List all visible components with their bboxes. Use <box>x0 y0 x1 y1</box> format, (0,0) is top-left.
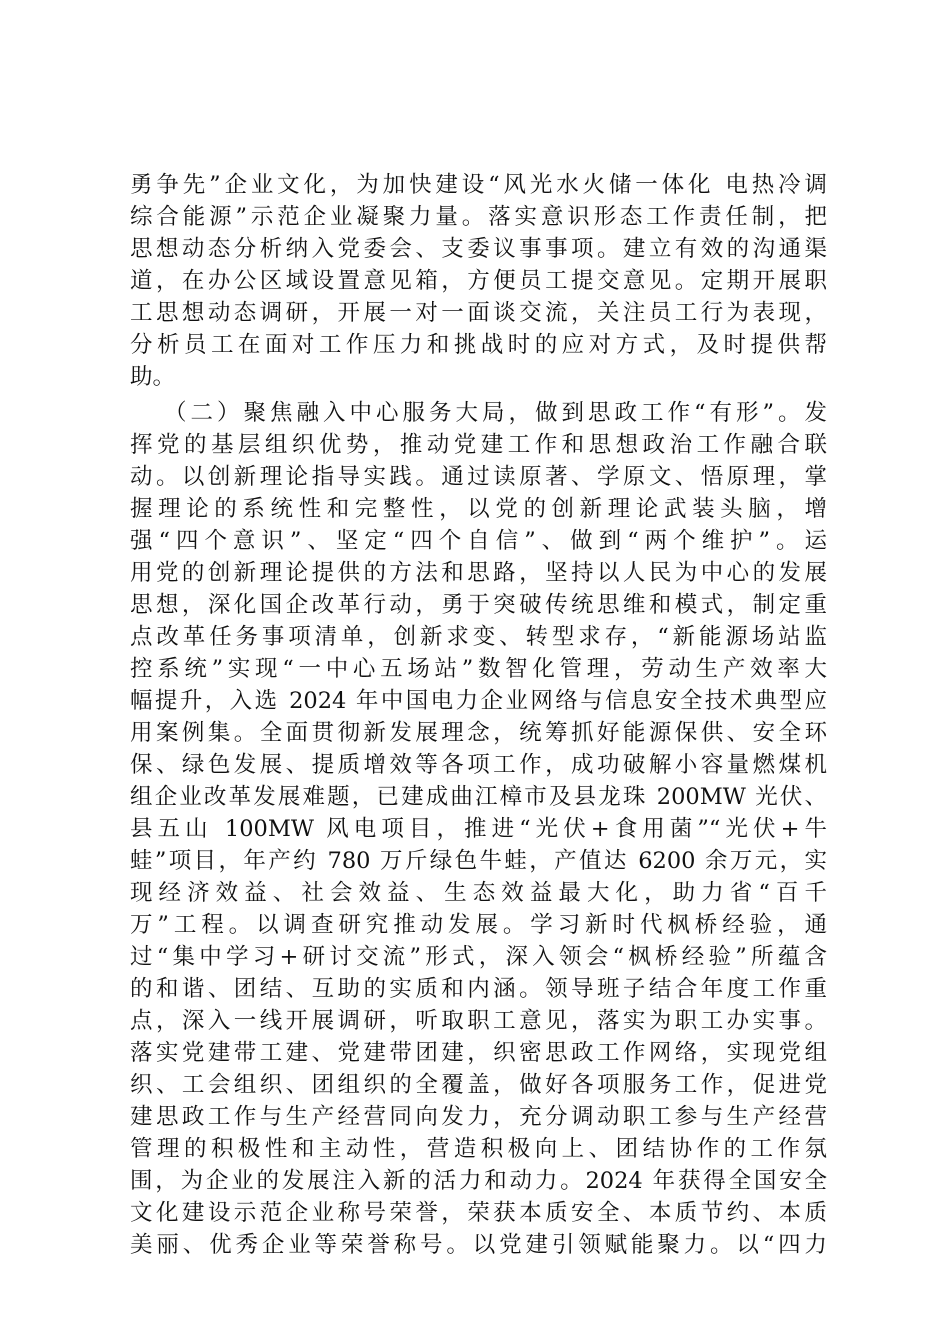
paragraph-line: 管理的积极性和主动性，营造积极向上、团结协作的工作氛 <box>130 1136 827 1162</box>
paragraph-heading-line: （二）聚焦融入中心服务大局，做到思政工作“有形”。发 <box>164 400 827 426</box>
paragraph-line: 保、绿色发展、提质增效等各项工作，成功破解小容量燃煤机 <box>130 752 827 778</box>
paragraph-line: 围，为企业的发展注入新的活力和动力。2024 年获得全国安全 <box>130 1168 827 1194</box>
paragraph-line: 点改革任务事项清单，创新求变、转型求存，“新能源场站监 <box>130 624 827 650</box>
paragraph-line: 综合能源”示范企业凝聚力量。落实意识形态工作责任制，把 <box>130 204 827 230</box>
paragraph-line: 过“集中学习+研讨交流”形式，深入领会“枫桥经验”所蕴含 <box>130 944 827 970</box>
paragraph-line: 助。 <box>130 364 176 390</box>
paragraph-line: 织、工会组织、团组织的全覆盖，做好各项服务工作，促进党 <box>130 1072 827 1098</box>
paragraph-line: 工思想动态调研，开展一对一面谈交流，关注员工行为表现， <box>130 300 827 326</box>
paragraph-line: 文化建设示范企业称号荣誉，荣获本质安全、本质节约、本质 <box>130 1200 827 1226</box>
paragraph-line: 道，在办公区域设置意见箱，方便员工提交意见。定期开展职 <box>130 268 827 294</box>
paragraph-line: 用党的创新理论提供的方法和思路，坚持以人民为中心的发展 <box>130 560 827 586</box>
paragraph-line: 思想，深化国企改革行动，勇于突破传统思维和模式，制定重 <box>130 592 827 618</box>
paragraph-line: 握理论的系统性和完整性，以党的创新理论武装头脑，增 <box>130 496 827 522</box>
paragraph-line: 思想动态分析纳入党委会、支委议事事项。建立有效的沟通渠 <box>130 236 827 262</box>
paragraph-2 <box>130 397 827 1261</box>
paragraph-line: 点，深入一线开展调研，听取职工意见，落实为职工办实事。 <box>130 1008 827 1034</box>
paragraph-line: 强“四个意识”、坚定“四个自信”、做到“两个维护”。运 <box>130 528 827 554</box>
paragraph-line: 蛙”项目，年产约 780 万斤绿色牛蛙，产值达 6200 余万元，实 <box>130 848 827 874</box>
paragraph-line: 万”工程。以调查研究推动发展。学习新时代枫桥经验，通 <box>130 912 827 938</box>
paragraph-line: 勇争先”企业文化，为加快建设“风光水火储一体化 电热冷调 <box>130 172 827 198</box>
paragraph-line: 幅提升，入选 2024 年中国电力企业网络与信息安全技术典型应 <box>130 688 827 714</box>
paragraph-line: 组企业改革发展难题，已建成曲江樟市及县龙珠 200MW 光伏、 <box>130 784 827 810</box>
paragraph-line: 分析员工在面对工作压力和挑战时的应对方式，及时提供帮 <box>130 332 827 358</box>
paragraph-1 <box>130 169 827 393</box>
paragraph-line: 挥党的基层组织优势，推动党建工作和思想政治工作融合联 <box>130 432 827 458</box>
paragraph-line: 用案例集。全面贯彻新发展理念，统筹抓好能源保供、安全环 <box>130 720 827 746</box>
paragraph-line: 落实党建带工建、党建带团建，织密思政工作网络，实现党组 <box>130 1040 827 1066</box>
paragraph-line: 动。以创新理论指导实践。通过读原著、学原文、悟原理，掌 <box>130 464 827 490</box>
paragraph-line: 现经济效益、社会效益、生态效益最大化，助力省“百千 <box>130 880 827 906</box>
paragraph-line: 控系统”实现“一中心五场站”数智化管理，劳动生产效率大 <box>130 656 827 682</box>
paragraph-line: 的和谐、团结、互助的实质和内涵。领导班子结合年度工作重 <box>130 976 827 1002</box>
paragraph-line: 县五山 100MW 风电项目，推进“光伏+食用菌”“光伏+牛 <box>130 816 827 842</box>
paragraph-line: 美丽、优秀企业等荣誉称号。以党建引领赋能聚力。以“四力 <box>130 1232 827 1258</box>
paragraph-line: 建思政工作与生产经营同向发力，充分调动职工参与生产经营 <box>130 1104 827 1130</box>
